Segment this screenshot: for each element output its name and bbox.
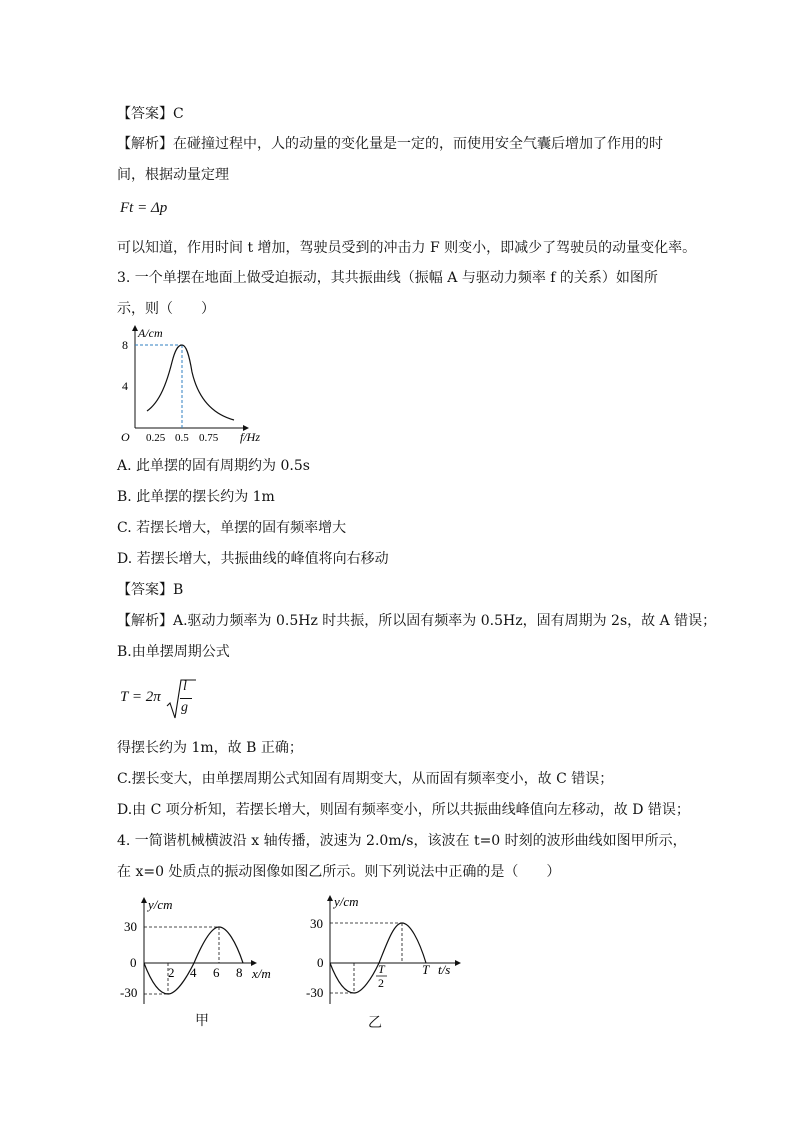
q3-analysis-line-4: C.摆长变大，由单摆周期公式知固有周期变大，从而固有频率变小，故 C 错误； xyxy=(117,771,614,787)
t-axis-label: t/s xyxy=(438,962,451,977)
half-T-numerator: T xyxy=(378,962,385,976)
vibration-figure-yi xyxy=(300,890,470,1008)
x-tick-0.75: 0.75 xyxy=(199,432,219,444)
q3-stem-line-2: 示，则（ ） xyxy=(117,301,215,317)
q3-answer: 【答案】B xyxy=(117,582,184,598)
q3-stem-line-1: 3. 一个单摆在地面上做受迫振动，其共振曲线（振幅 A 与驱动力频率 f 的关系）如图所 xyxy=(117,270,658,286)
q3-analysis-line-5: D.由 C 项分析知，若摆长增大，则固有频率变小，所以共振曲线峰值向左移动，故 D 错误； xyxy=(117,802,690,818)
resonance-curve-figure xyxy=(112,322,272,446)
origin-label: O xyxy=(121,430,130,444)
q2-analysis-line-2: 间，根据动量定理 xyxy=(117,167,229,183)
y-axis-label: A/cm xyxy=(138,326,163,340)
y-axis-label: y/cm xyxy=(148,897,173,912)
pendulum-period-formula xyxy=(120,676,220,722)
x-axis-label: f/Hz xyxy=(240,430,261,444)
figure-caption-jia: 甲 xyxy=(195,1013,209,1029)
q2-analysis-line-1: 【解析】在碰撞过程中，人的动量的变化量是一定的，而使用安全气囊后增加了作用的时 xyxy=(117,136,663,152)
y-tick-8: 8 xyxy=(122,338,128,352)
y-tick-4: 4 xyxy=(122,379,128,393)
x-tick-8: 8 xyxy=(236,965,243,980)
y-tick-30: 30 xyxy=(310,916,323,931)
q3-option-a: A. 此单摆的固有周期约为 0.5s xyxy=(117,458,310,474)
x-tick-0.5: 0.5 xyxy=(175,432,189,444)
x-tick-0.25: 0.25 xyxy=(146,432,166,444)
formula-numerator: l xyxy=(183,679,187,694)
q2-analysis-line-3: 可以知道，作用时间 t 增加，驾驶员受到的冲击力 F 则变小，即减少了驾驶员的动量变化率。 xyxy=(117,240,697,256)
q3-option-d: D. 若摆长增大，共振曲线的峰值将向右移动 xyxy=(117,551,389,567)
y-axis-label: y/cm xyxy=(334,894,359,909)
waveform-figure-jia xyxy=(116,894,288,1006)
x-tick-4: 4 xyxy=(190,965,197,980)
y-tick-minus-30: -30 xyxy=(120,985,138,1000)
q3-analysis-line-2: B.由单摆周期公式 xyxy=(117,644,230,660)
x-axis-label: x/m xyxy=(252,966,271,981)
fraction-bar xyxy=(180,698,192,699)
y-tick-0: 0 xyxy=(317,955,324,970)
waveform-curve xyxy=(144,927,243,994)
x-tick-2: 2 xyxy=(168,965,175,980)
formula-lhs: T = 2π xyxy=(120,689,161,705)
formula-denominator: g xyxy=(181,700,188,715)
q3-option-c: C. 若摆长增大，单摆的固有频率增大 xyxy=(117,520,347,536)
x-tick-6: 6 xyxy=(213,965,220,980)
y-tick-0: 0 xyxy=(130,955,137,970)
q2-answer: 【答案】C xyxy=(117,106,184,122)
y-tick-minus-30: -30 xyxy=(306,985,324,1000)
half-T-denominator: 2 xyxy=(378,976,384,990)
T-tick: T xyxy=(422,962,430,977)
y-tick-30: 30 xyxy=(124,919,137,934)
q3-option-b: B. 此单摆的摆长约为 1m xyxy=(117,489,275,505)
figure-caption-yi: 乙 xyxy=(368,1015,382,1031)
q3-analysis-line-3: 得摆长约为 1m，故 B 正确； xyxy=(117,740,303,756)
q4-stem-line-2: 在 x=0 处质点的振动图像如图乙所示。则下列说法中正确的是（ ） xyxy=(117,864,561,880)
q2-formula: Ft = Δp xyxy=(120,200,168,216)
resonance-curve xyxy=(147,345,234,420)
q4-stem-line-1: 4. 一简谐机械横波沿 x 轴传播，波速为 2.0m/s，该波在 t=0 时刻的波形曲线如图甲所示， xyxy=(117,833,687,849)
q3-analysis-line-1: 【解析】A.驱动力频率为 0.5Hz 时共振，所以固有频率为 0.5Hz，固有周期为 2s，故 A 错误； xyxy=(117,613,717,629)
